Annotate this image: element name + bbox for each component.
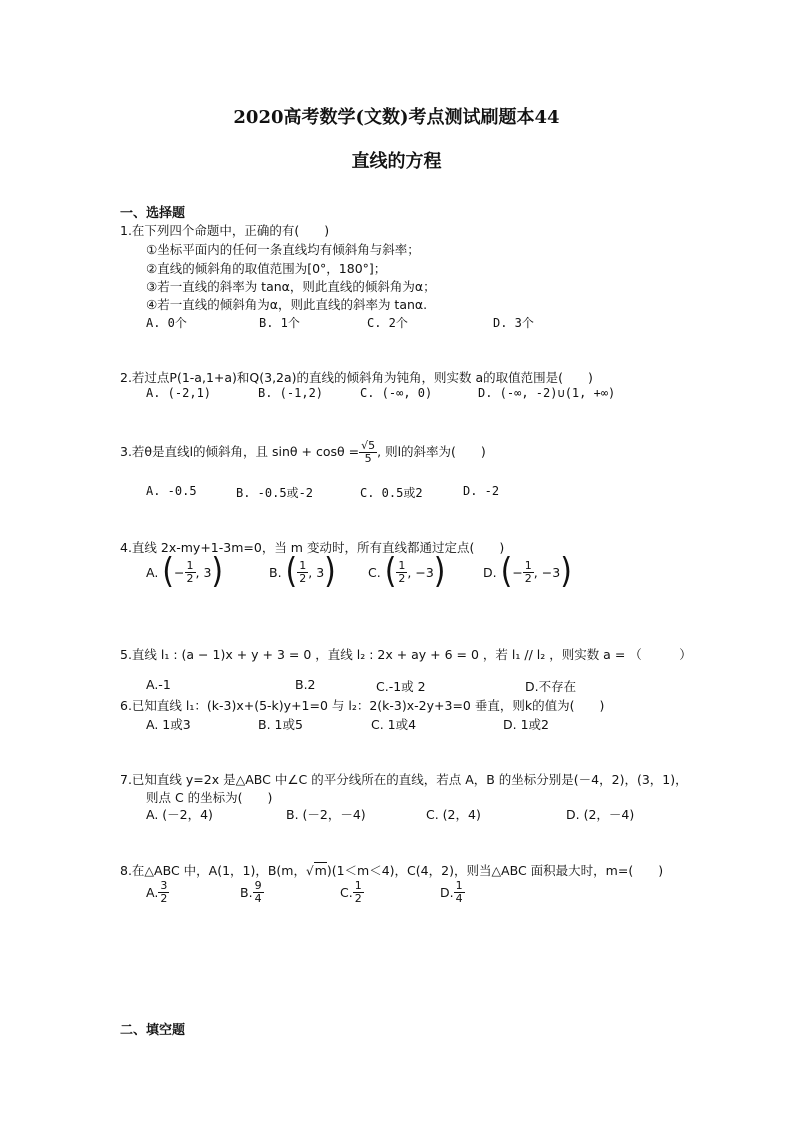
question-2-option-a: A. (-2,1) — [146, 386, 212, 400]
option-label: D. — [440, 885, 454, 900]
question-8-option-c — [340, 880, 364, 905]
fraction-denominator: 5 — [364, 452, 372, 465]
question-3-option-b: B. -0.5或-2 — [236, 486, 314, 500]
option-label: B. — [240, 885, 253, 900]
fraction-denominator: 4 — [254, 892, 262, 905]
question-8-option-d — [440, 880, 465, 905]
option-label: A. — [146, 564, 159, 580]
question-7-option-a: A. (－2，4) — [146, 807, 213, 822]
question-1-item: ②直线的倾斜角的取值范围为[0°，180°]； — [146, 261, 387, 276]
sqrt-radicand: m — [314, 863, 327, 878]
question-2-option-b: B. (-1,2) — [258, 386, 324, 400]
question-3-stem-end: , 则l的斜率为( ) — [377, 444, 486, 459]
question-1-option-a: A. 0个 — [146, 316, 187, 330]
fraction — [353, 880, 364, 905]
fraction-denominator: 2 — [160, 892, 168, 905]
section-heading-choice: 一、选择题 — [120, 206, 186, 221]
sign: − — [512, 564, 523, 580]
option-label: B. — [269, 564, 282, 580]
left-bracket: ( — [162, 551, 175, 592]
question-4-option-c: C. ( $\frac{1}{2}$ , −3) — [368, 551, 446, 592]
fraction-denominator: 2 — [398, 571, 406, 585]
y-value: −3 — [541, 564, 561, 580]
fraction — [185, 560, 196, 585]
question-1-stem: 1.在下列四个命题中，正确的有( ) — [120, 223, 330, 238]
question-3-option-d: D. -2 — [463, 484, 500, 498]
question-4-stem: 4.直线 2x-my+1-3m=0，当 m 变动时，所有直线都通过定点( ) — [120, 540, 505, 555]
right-bracket: ) — [324, 551, 336, 592]
question-6-option-c: C. 1或4 — [371, 717, 417, 732]
y-value: 3 — [316, 564, 325, 580]
fraction-numerator: 9 — [254, 879, 262, 892]
section-heading-fill-in: 二、填空题 — [120, 1023, 186, 1038]
page-subtitle: 直线的方程 — [351, 151, 442, 172]
question-3-stem-start: 3.若θ是直线l的倾斜角，且 sinθ + cosθ = — [120, 444, 360, 459]
left-bracket: ( — [384, 551, 397, 592]
fraction-denominator: 2 — [186, 571, 194, 585]
y-value: 3 — [203, 564, 212, 580]
fraction-numerator: 3 — [160, 879, 168, 892]
left-bracket: ( — [285, 551, 298, 592]
fraction-numerator: 1 — [186, 558, 194, 572]
question-8-stem: 8.在△ABC 中，A(1，1)，B(m，√m)(1＜m＜4)，C(4，2)，则当△ABC 面积最大时，m=( ) — [120, 863, 664, 878]
question-7-stem-continued: 则点 C 的坐标为( ) — [146, 790, 273, 805]
option-label: C. — [368, 564, 381, 580]
question-8-option-a — [146, 880, 169, 905]
question-5-stem: 5.直线 l₁ : (a − 1)x + y + 3 = 0 ，直线 l₂ : 2x + ay + 6 = 0 ，若 l₁ // l₂ ，则实数 a = （ ） — [120, 647, 692, 662]
fraction-numerator: 1 — [354, 879, 362, 892]
question-7-stem: 7.已知直线 y=2x 是△ABC 中∠C 的平分线所在的直线，若点 A，B 的坐标分别是(－4，2)，(3，1)， — [120, 772, 688, 787]
fraction — [396, 560, 407, 585]
fraction — [359, 440, 377, 465]
question-2-option-c: C. (-∞, 0) — [360, 386, 433, 400]
fraction-numerator: 1 — [398, 558, 406, 572]
question-8-stem-start: 8.在△ABC 中，A(1，1)，B(m， — [120, 863, 306, 878]
fraction-numerator: 1 — [299, 558, 307, 572]
question-6-option-a: A. 1或3 — [146, 717, 191, 732]
question-1-item: ④若一直线的倾斜角为α，则此直线的斜率为 tanα. — [146, 297, 428, 312]
question-4-option-a: A. (− $\frac{1}{2}$ , 3) — [146, 551, 224, 592]
question-2-option-d: D. (-∞, -2)∪(1, +∞) — [478, 386, 616, 400]
question-3-option-a: A. -0.5 — [146, 484, 197, 498]
question-1-item: ③若一直线的斜率为 tanα，则此直线的倾斜角为α； — [146, 279, 436, 294]
fraction-denominator: 4 — [455, 892, 463, 905]
fraction — [454, 880, 465, 905]
question-4-option-d: D. (− $\frac{1}{2}$ , −3) — [483, 551, 572, 592]
fraction — [523, 560, 534, 585]
right-bracket: ) — [560, 551, 572, 592]
question-7-option-c: C. (2，4) — [426, 807, 481, 822]
right-bracket: ) — [211, 551, 224, 592]
question-1-item: ①坐标平面内的任何一条直线均有倾斜角与斜率； — [146, 242, 420, 257]
question-7-option-b: B. (－2，－4) — [286, 807, 366, 822]
question-5-option-b: B.2 — [295, 677, 316, 692]
question-6-option-d: D. 1或2 — [503, 717, 549, 732]
fraction-numerator: √5 — [361, 439, 376, 452]
fraction-denominator: 2 — [299, 571, 307, 585]
question-6-stem: 6.已知直线 l₁：(k-3)x+(5-k)y+1=0 与 l₂：2(k-3)x-2y+3=0 垂直，则k的值为( ) — [120, 698, 605, 713]
option-label: C. — [340, 885, 353, 900]
question-5-option-d: D.不存在 — [525, 679, 577, 694]
question-1-option-b: B. 1个 — [259, 316, 300, 330]
question-4-option-b: B. ( $\frac{1}{2}$ , 3) — [269, 551, 336, 592]
question-8-stem-end: )(1＜m＜4)，C(4，2)，则当△ABC 面积最大时，m=( ) — [326, 863, 664, 878]
question-1-option-c: C. 2个 — [367, 316, 408, 330]
fraction-denominator: 2 — [354, 892, 362, 905]
question-6-option-b: B. 1或5 — [258, 717, 303, 732]
fraction — [158, 880, 169, 905]
question-3-stem — [120, 440, 486, 465]
fraction-denominator: 2 — [524, 571, 532, 585]
fraction — [297, 560, 308, 585]
question-7-option-d: D. (2，－4) — [566, 807, 635, 822]
question-8-option-b — [240, 880, 264, 905]
question-1-option-d: D. 3个 — [493, 316, 534, 330]
sign: − — [174, 564, 185, 580]
left-bracket: ( — [500, 551, 513, 592]
page-title: 2020高考数学(文数)考点测试刷题本44 — [233, 107, 560, 128]
question-3-option-c: C. 0.5或2 — [360, 486, 423, 500]
question-5-option-a: A.-1 — [146, 677, 171, 692]
fraction-numerator: 1 — [524, 558, 532, 572]
question-2-stem: 2.若过点P(1-a,1+a)和Q(3,2a)的直线的倾斜角为钝角，则实数 a的取值范围是( ) — [120, 370, 593, 385]
right-bracket: ) — [433, 551, 446, 592]
y-value: −3 — [415, 564, 434, 580]
fraction-numerator: 1 — [455, 879, 463, 892]
question-5-option-c: C.-1或 2 — [376, 679, 426, 694]
option-label: D. — [483, 564, 497, 580]
fraction — [253, 880, 264, 905]
option-label: A. — [146, 885, 159, 900]
